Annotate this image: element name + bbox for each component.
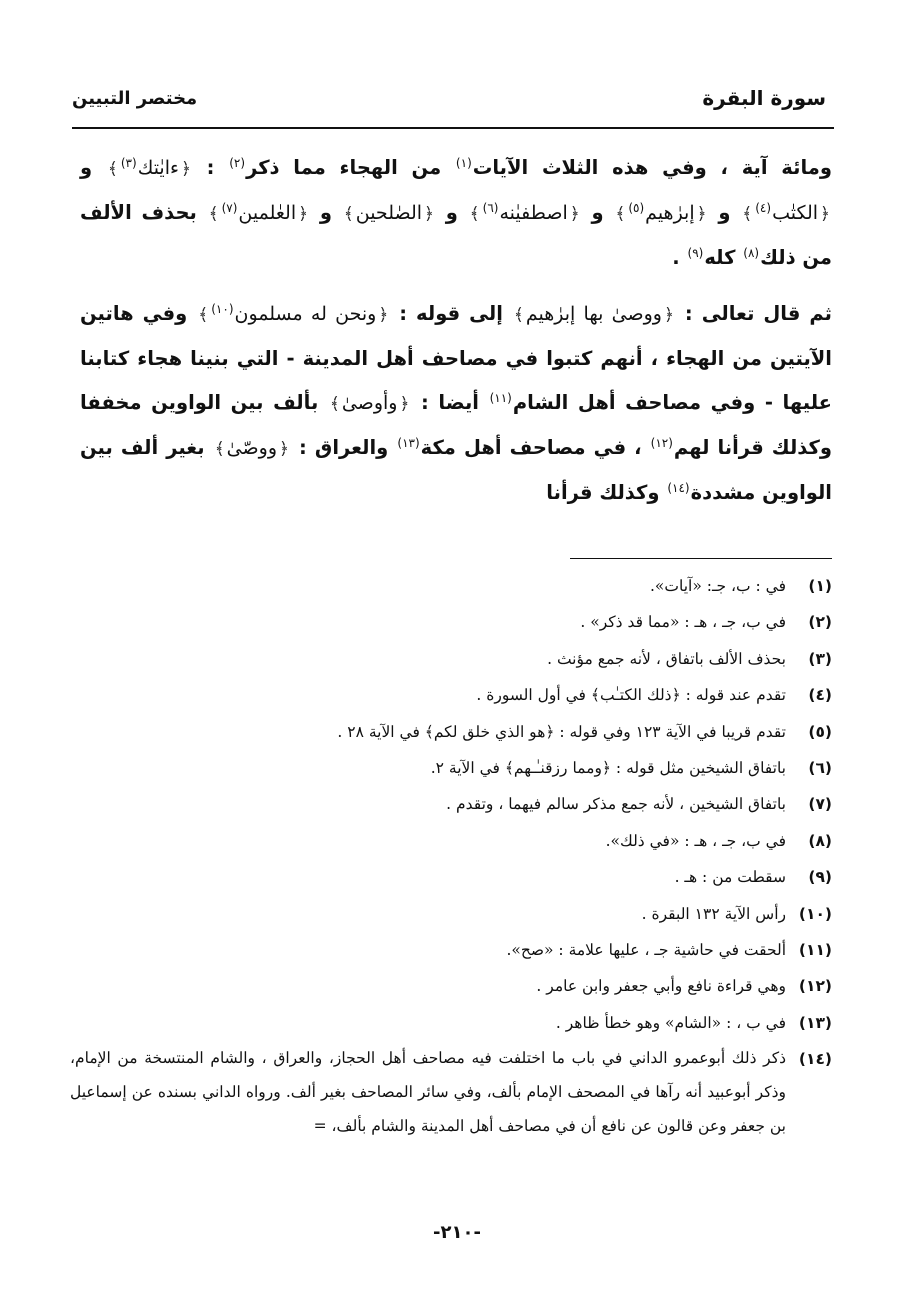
ornate-bracket-open: ﴿	[180, 159, 191, 179]
footnote-ref: (١٣)	[397, 435, 420, 450]
running-head-surah: سورة البقرة	[702, 86, 826, 110]
footnote-number: (١٣)	[798, 1013, 832, 1032]
quran-word: إبرٰهيم	[645, 202, 695, 224]
footnote-item	[70, 568, 832, 604]
text-run: بغير ألف بين الواوين مشددة	[80, 436, 832, 504]
footnote-text: تقدم قريبا في الآية ١٢٣ وفي قوله : ﴿هو الذي خلق لكم﴾ في الآية ٢٨ .	[337, 722, 786, 741]
footnote-item	[70, 859, 832, 895]
quran-word: ووصّىٰ	[226, 437, 277, 459]
text-run: والعراق :	[290, 436, 389, 459]
footnote-ref: (١١)	[489, 390, 512, 405]
footnote-item	[70, 750, 832, 786]
footnote-ref: (١٢)	[650, 435, 673, 450]
footnote-separator	[570, 558, 832, 559]
ornate-bracket-open: ﴿	[696, 204, 707, 224]
running-head-book-title: مختصر التبيين	[72, 88, 198, 109]
text-run: ثم قال تعالى :	[675, 302, 832, 325]
text-run: :	[192, 156, 229, 179]
ornate-bracket-close: ﴾	[198, 305, 209, 325]
paragraph-1	[80, 146, 832, 280]
text-run: ، في مصاحف أهل مكة	[420, 436, 642, 459]
ornate-bracket-close: ﴾	[469, 204, 480, 224]
text-run: ومائة آية ، وفي هذه الثلاث الآيات	[472, 156, 832, 179]
footnote-item	[70, 786, 832, 822]
footnote-number: (١٠)	[798, 904, 832, 923]
text-run: أيضا :	[411, 391, 479, 414]
footnote-number: (٥)	[808, 722, 832, 741]
footnote-text: وهي قراءة نافع وأبي جعفر وابن عامر .	[536, 977, 786, 996]
footnote-number: (٧)	[808, 795, 832, 814]
footnote-item	[70, 968, 832, 1004]
text-run: و	[310, 201, 342, 224]
text-run: و	[80, 156, 106, 179]
footnote-ref: (٧)	[221, 200, 238, 215]
ornate-bracket-open: ﴿	[820, 204, 830, 224]
footnote-text: في ب، جـ ، هـ : «في ذلك».	[605, 831, 786, 850]
ornate-bracket-open: ﴿	[399, 394, 410, 414]
quran-phrase: ووصىٰ بها إبرٰهيم	[525, 303, 662, 325]
text-run: من الهجاء مما ذكر	[246, 156, 442, 179]
ornate-bracket-close: ﴾	[742, 204, 753, 224]
quran-word: اصطفيٰنه	[499, 202, 568, 224]
text-run: .	[672, 246, 687, 269]
footnote-number: (٩)	[808, 868, 832, 887]
footnote-number: (١١)	[798, 941, 832, 960]
footnote-text: ألحقت في حاشية جـ ، عليها علامة : «صح».	[506, 941, 786, 960]
header-rule	[72, 127, 834, 129]
footnote-text: ذكر ذلك أبوعمرو الداني في باب ما اختلفت فيه مصاحف أهل الحجاز، والعراق ، والشام المنتسخة من الإمام، وذكر أبوعبيد أنه رآها في المصحف الإمام بألف، وفي سائر المصاحف بغير ألف. ورواه الداني بسنده عن إسماعيل بن جعفر وعن قالون عن نافع أن في مصاحف أهل المدينة والشام بألف، =	[70, 1049, 786, 1136]
footnote-number: (٤)	[808, 686, 832, 705]
quran-word: الصٰلحين	[355, 202, 423, 224]
ornate-bracket-close: ﴾	[214, 439, 225, 459]
footnote-ref: (١٤)	[667, 480, 690, 495]
ornate-bracket-close: ﴾	[208, 204, 219, 224]
ornate-bracket-close: ﴾	[329, 394, 340, 414]
footnote-ref: (٣)	[120, 155, 137, 170]
footnote-item	[70, 714, 832, 750]
ornate-bracket-close: ﴾	[343, 204, 354, 224]
footnote-text: في : ب، جـ: «آيات».	[649, 577, 786, 595]
text-run: بألف بين الواوين مخففا وكذلك قرأنا لهم	[80, 391, 832, 459]
text-run: و	[708, 201, 741, 224]
footnote-item	[70, 896, 832, 932]
footnote-item	[70, 604, 832, 640]
footnote-ref: (٦)	[482, 200, 499, 215]
footnote-text: تقدم عند قوله : ﴿ذلك الكتـٰب﴾ في أول السورة .	[476, 686, 786, 705]
footnote-number: (٣)	[808, 649, 832, 668]
footnote-number: (١٢)	[798, 977, 832, 996]
ornate-bracket-open: ﴿	[424, 204, 434, 224]
footnote-number: (٦)	[808, 759, 832, 778]
footnote-text: في ب، جـ ، هـ : «مما قد ذكر» .	[580, 613, 786, 632]
footnote-number: (٨)	[808, 831, 832, 850]
text-run: و	[581, 201, 614, 224]
ornate-bracket-open: ﴿	[569, 204, 580, 224]
ornate-bracket-open: ﴿	[279, 439, 289, 459]
footnote-ref: (١)	[455, 155, 472, 170]
quran-word: وأوصىٰ	[341, 392, 398, 414]
footnote-text: في ب ، : «الشام» وهو خطأ ظاهر .	[555, 1013, 786, 1032]
text-run: كله	[704, 246, 736, 269]
footnote-ref: (٩)	[687, 245, 704, 260]
text-run: وكذلك قرأنا	[546, 481, 660, 504]
quran-word: العٰلمين	[238, 202, 297, 224]
footnote-ref: (١٠)	[211, 301, 234, 316]
footnote-text: سقطت من : هـ .	[674, 868, 786, 887]
footnote-ref: (٥)	[628, 200, 645, 215]
page-number: -٢١٠-	[433, 1222, 481, 1243]
ornate-bracket-close: ﴾	[107, 159, 118, 179]
footnote-ref: (٢)	[229, 155, 246, 170]
footnote-number: (١٤)	[798, 1050, 832, 1069]
text-run: وفي هاتين الآيتين من الهجاء ، أنهم كتبوا في مصاحف أهل المدينة - التي بنينا هجاء كتابنا عليها - وفي مصاحف أهل الشام	[80, 302, 832, 414]
ornate-bracket-open: ﴿	[298, 204, 309, 224]
footnote-item	[70, 1041, 832, 1143]
footnote-item	[70, 641, 832, 677]
quran-word: ءايٰتك	[137, 157, 179, 179]
footnote-item	[70, 677, 832, 713]
ornate-bracket-close: ﴾	[615, 204, 626, 224]
quran-word: الكتٰب	[772, 202, 819, 224]
text-run: إلى قوله :	[390, 302, 512, 325]
ornate-bracket-close: ﴾	[513, 305, 524, 325]
footnote-item	[70, 823, 832, 859]
ornate-bracket-open: ﴿	[378, 305, 389, 325]
footnote-number: (٢)	[808, 613, 832, 632]
footnote-text: باتفاق الشيخين ، لأنه جمع مذكر سالم فيهما ، وتقدم .	[446, 795, 786, 814]
footnote-ref: (٤)	[755, 200, 772, 215]
quran-phrase: ونحن له مسلمون	[234, 303, 377, 325]
main-text	[80, 146, 832, 515]
footnotes	[70, 568, 832, 1143]
text-run: بحذف الألف من ذلك	[80, 201, 832, 269]
text-run: و	[436, 201, 468, 224]
ornate-bracket-open: ﴿	[663, 305, 674, 325]
page-header	[72, 80, 826, 120]
footnote-text: باتفاق الشيخين مثل قوله : ﴿ومما رزقنـٰـهم﴾ في الآية ٢.	[430, 759, 786, 778]
footnote-item	[70, 1005, 832, 1041]
footnote-ref: (٨)	[743, 245, 760, 260]
paragraph-2	[80, 292, 832, 515]
footnote-number: (١)	[808, 577, 832, 595]
footnote-item	[70, 932, 832, 968]
footnote-text: رأس الآية ١٣٢ البقرة .	[641, 904, 786, 923]
footnote-text: بحذف الألف باتفاق ، لأنه جمع مؤنث .	[547, 649, 786, 668]
